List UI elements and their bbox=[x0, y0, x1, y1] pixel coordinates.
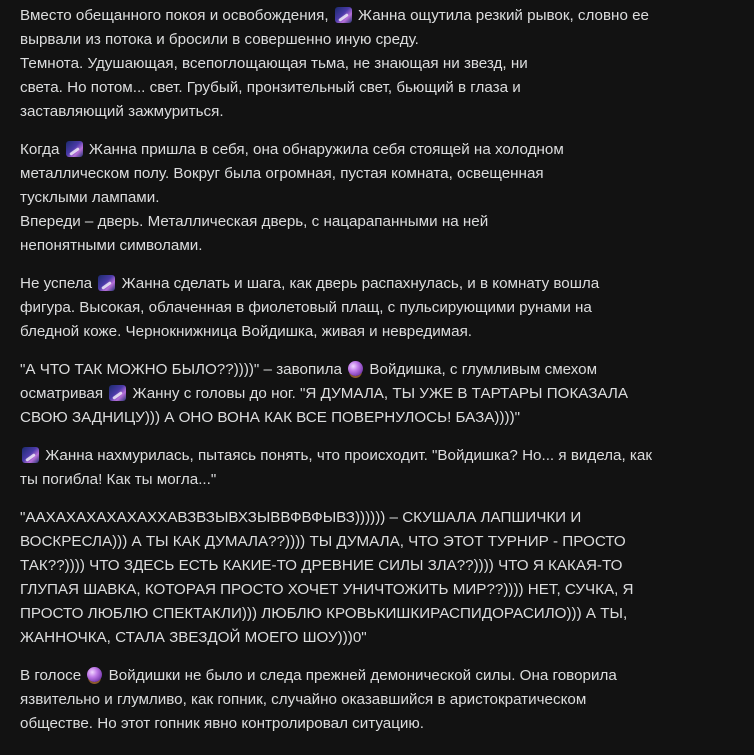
crystal-ball-emoji bbox=[348, 361, 363, 376]
text-segment: Жанна ощутила резкий рывок, словно ее bbox=[353, 7, 650, 24]
text-segment: Вместо обещанного покоя и освобождения, bbox=[20, 7, 333, 24]
text-segment: Жанна пришла в себя, она обнаружила себя стоящей на холодном bbox=[84, 141, 564, 158]
milky-way-emoji bbox=[335, 7, 352, 23]
text-line bbox=[20, 382, 734, 406]
text-segment: Жанна сделать и шага, как дверь распахнулась, и в комнату вошла bbox=[117, 275, 600, 292]
paragraph-4 bbox=[20, 358, 734, 430]
text-segment: света. Но потом... свет. Грубый, пронзительный свет, бьющий в глаза и bbox=[20, 79, 521, 96]
text-segment: СВОЮ ЗАДНИЦУ))) А ОНО ВОНА КАК ВСЕ ПОВЕРНУЛОСЬ! БАЗА))))" bbox=[20, 409, 521, 426]
text-line bbox=[20, 602, 734, 626]
text-segment: Войдишки не было и следа прежней демонической силы. Она говорила bbox=[104, 667, 617, 684]
text-segment: ВОСКРЕСЛА))) А ТЫ КАК ДУМАЛА??)))) ТЫ ДУМАЛА, ЧТО ЭТОТ ТУРНИР - ПРОСТО bbox=[20, 533, 626, 550]
text-line bbox=[20, 444, 734, 468]
text-line bbox=[20, 4, 734, 28]
text-segment: Не успела bbox=[20, 275, 97, 292]
text-line bbox=[20, 530, 734, 554]
text-segment: "А ЧТО ТАК МОЖНО БЫЛО??))))" – завопила bbox=[20, 361, 347, 378]
text-line bbox=[20, 626, 734, 650]
text-segment: обществе. Но этот гопник явно контролировал ситуацию. bbox=[20, 715, 425, 732]
paragraph-3 bbox=[20, 272, 734, 344]
text-segment: ПРОСТО ЛЮБЛЮ СПЕКТАКЛИ))) ЛЮБЛЮ КРОВЬКИШКИРАСПИДОРАСИЛО))) А ТЫ, bbox=[20, 605, 628, 622]
text-segment: фигура. Высокая, облаченная в фиолетовый плащ, с пульсирующими рунами на bbox=[20, 299, 592, 316]
text-segment: Темнота. Удушающая, всепоглощающая тьма, не знающая ни звезд, ни bbox=[20, 55, 528, 72]
text-line bbox=[20, 296, 734, 320]
text-segment: непонятными символами. bbox=[20, 237, 203, 254]
text-segment: ГЛУПАЯ ШАВКА, КОТОРАЯ ПРОСТО ХОЧЕТ УНИЧТОЖИТЬ МИР??)))) НЕТ, СУЧКА, Я bbox=[20, 581, 634, 598]
milky-way-emoji bbox=[98, 275, 115, 291]
text-segment: бледной коже. Чернокнижница Войдишка, живая и невредимая. bbox=[20, 323, 473, 340]
text-line bbox=[20, 554, 734, 578]
text-segment: ЖАННОЧКА, СТАЛА ЗВЕЗДОЙ МОЕГО ШОУ)))0" bbox=[20, 629, 367, 646]
text-line bbox=[20, 688, 734, 712]
text-line bbox=[20, 468, 734, 492]
text-line bbox=[20, 186, 734, 210]
text-line bbox=[20, 162, 734, 186]
paragraph-1 bbox=[20, 4, 734, 124]
text-line bbox=[20, 358, 734, 382]
text-segment: вырвали из потока и бросили в совершенно иную среду. bbox=[20, 31, 419, 48]
paragraph-2 bbox=[20, 138, 734, 258]
text-line bbox=[20, 406, 734, 430]
paragraph-5 bbox=[20, 444, 734, 492]
milky-way-emoji bbox=[109, 385, 126, 401]
text-segment: заставляющий зажмуриться. bbox=[20, 103, 224, 120]
text-line bbox=[20, 100, 734, 124]
text-line bbox=[20, 28, 734, 52]
crystal-ball-emoji bbox=[87, 667, 102, 682]
text-line bbox=[20, 76, 734, 100]
text-segment: металлическом полу. Вокруг была огромная, пустая комната, освещенная bbox=[20, 165, 544, 182]
text-segment: осматривая bbox=[20, 385, 108, 402]
text-line bbox=[20, 210, 734, 234]
text-line bbox=[20, 578, 734, 602]
text-segment: Жанну с головы до ног. "Я ДУМАЛА, ТЫ УЖЕ В ТАРТАРЫ ПОКАЗАЛА bbox=[128, 385, 628, 402]
text-segment: Впереди – дверь. Металлическая дверь, с нацарапанными на ней bbox=[20, 213, 489, 230]
text-line bbox=[20, 272, 734, 296]
text-line bbox=[20, 138, 734, 162]
text-line bbox=[20, 664, 734, 688]
text-segment: язвительно и глумливо, как гопник, случайно оказавшийся в аристократическом bbox=[20, 691, 587, 708]
text-line bbox=[20, 234, 734, 258]
text-segment: "ААХАХАХАХАХАХХАВЗВЗЫВХЗЫВВФВФЫВЗ)))))) – СКУШАЛА ЛАПШИЧКИ И bbox=[20, 509, 582, 526]
milky-way-emoji bbox=[22, 447, 39, 463]
milky-way-emoji bbox=[66, 141, 83, 157]
text-segment: тусклыми лампами. bbox=[20, 189, 160, 206]
text-line bbox=[20, 52, 734, 76]
paragraph-7 bbox=[20, 664, 734, 736]
text-segment: Когда bbox=[20, 141, 64, 158]
text-segment: Войдишка, с глумливым смехом bbox=[365, 361, 598, 378]
text-segment: ТАК??)))) ЧТО ЗДЕСЬ ЕСТЬ КАКИЕ-ТО ДРЕВНИЕ СИЛЫ ЗЛА??)))) ЧТО Я КАКАЯ-ТО bbox=[20, 557, 623, 574]
paragraph-6 bbox=[20, 506, 734, 650]
text-line bbox=[20, 506, 734, 530]
text-line bbox=[20, 712, 734, 736]
text-segment: В голосе bbox=[20, 667, 86, 684]
text-segment: ты погибла! Как ты могла..." bbox=[20, 471, 217, 488]
text-line bbox=[20, 320, 734, 344]
text-segment: Жанна нахмурилась, пытаясь понять, что происходит. "Войдишка? Но... я видела, как bbox=[41, 447, 652, 464]
